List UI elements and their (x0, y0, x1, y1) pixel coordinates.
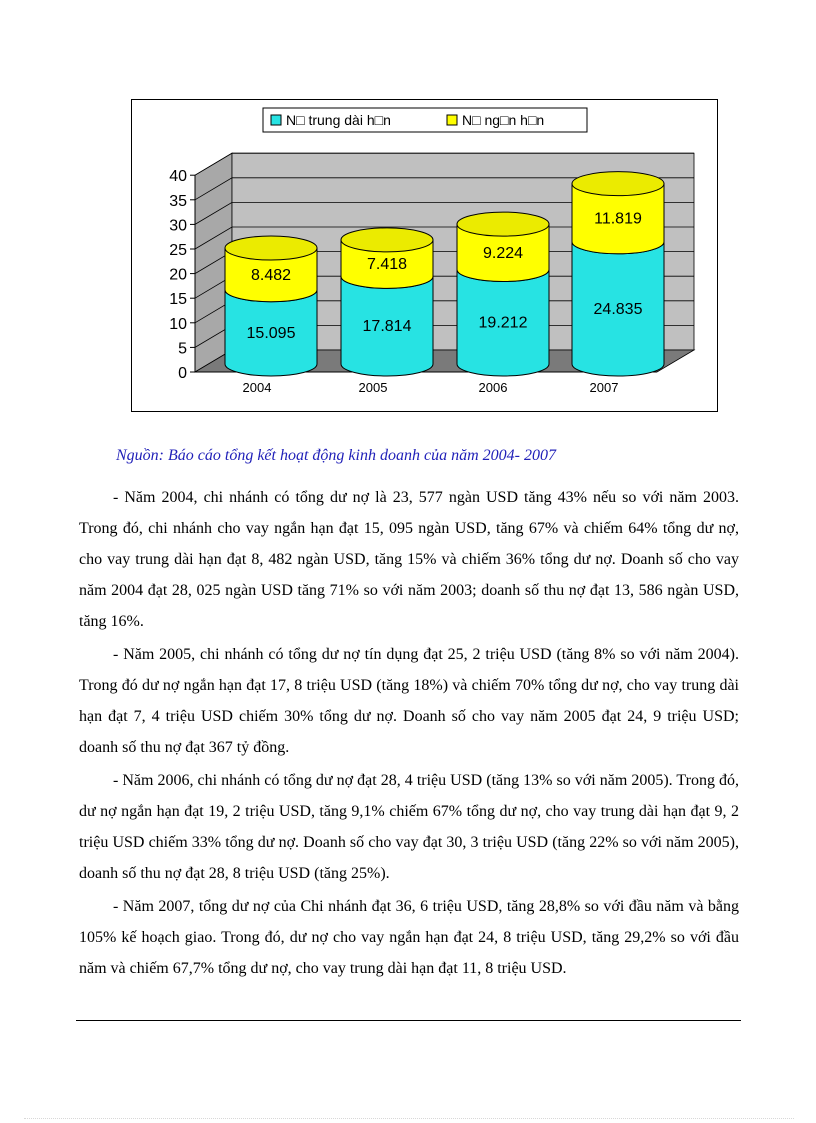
y-tick-label: 5 (178, 340, 187, 358)
footer-rule (76, 1020, 741, 1021)
x-tick-label: 2007 (589, 380, 619, 395)
data-label: 11.819 (594, 210, 642, 228)
y-tick-label: 25 (169, 242, 187, 259)
y-tick-label: 0 (178, 365, 187, 382)
chart-canvas (132, 100, 719, 413)
y-tick-label: 35 (169, 192, 187, 210)
cylinder-segment (341, 228, 433, 288)
source-note: Nguồn: Báo cáo tổng kết hoạt động kinh doanh của năm 2004- 2007 (116, 447, 556, 464)
legend-entry: N□ ng□n h□n (462, 112, 545, 128)
page-edge-dots (24, 1118, 794, 1119)
data-label: 15.095 (246, 324, 296, 342)
data-label: 8.482 (250, 266, 292, 284)
legend-entry: N□ trung dài h□n (286, 112, 391, 128)
paragraph-2006: - Năm 2006, chi nhánh có tổng dư nợ đạt 28, 4 triệu USD (tăng 13% so với năm 2005). Trong đó, dư nợ ngắn hạn đạt 19, 2 triệu USD, tăng 9,1% chiếm 67% tổng dư nợ, cho vay trung dài hạn đạt 9, 2 triệu USD chiếm 33% tổng dư nợ. Doanh số cho vay đạt 30, 3 triệu USD (tăng 22% so với năm 2005), doanh số thu nợ đạt 28, 8 triệu USD (tăng 25%). (79, 772, 739, 882)
cylinder-cap (341, 228, 433, 252)
y-tick-label: 20 (169, 266, 187, 284)
paragraph-2007: - Năm 2007, tổng dư nợ của Chi nhánh đạt 36, 6 triệu USD, tăng 28,8% so với đầu năm và bằng 105% kế hoạch giao. Trong đó, dư nợ cho vay ngắn hạn đạt 24, 8 triệu USD, tăng 29,2% so với đầu năm và chiếm 67,7% tổng dư nợ, cho vay trung dài hạn đạt 11, 8 triệu USD. (79, 898, 739, 977)
y-tick-label: 40 (169, 168, 187, 186)
data-label: 9.224 (482, 244, 524, 262)
cylinder-segment (225, 236, 317, 302)
paragraph-2004: - Năm 2004, chi nhánh có tổng dư nợ là 23, 577 ngàn USD tăng 43% nếu so với năm 2003. Trong đó, chi nhánh cho vay ngắn hạn đạt 15, 095 ngàn USD, tăng 67% và chiếm 64% tổng dư nợ, cho vay trung dài hạn đạt 8, 482 ngàn USD, tăng 15% và chiếm 36% tổng dư nợ. Doanh số cho vay năm 2004 đạt 28, 025 ngàn USD tăng 71% so với năm 2003; doanh số thu nợ đạt 13, 586 ngàn USD, tăng 16%. (79, 489, 739, 630)
cylinder-cap (572, 172, 664, 196)
y-tick-label: 15 (169, 291, 187, 309)
cylinder-segment (572, 172, 664, 254)
paragraph-2005: - Năm 2005, chi nhánh có tổng dư nợ tín dụng đạt 25, 2 triệu USD (tăng 8% so với năm 2004). Trong đó dư nợ ngắn hạn đạt 17, 8 triệu USD (tăng 18%) và chiếm 70% tổng dư nợ, cho vay trung dài hạn đạt 7, 4 triệu USD chiếm 30% tổng dư nợ. Doanh số cho vay năm 2005 đạt 24, 9 triệu USD; doanh số thu nợ đạt 367 tỷ đồng. (79, 646, 739, 756)
x-tick-label: 2004 (242, 380, 272, 395)
y-tick-label: 30 (169, 217, 187, 235)
cylinder-cap (225, 236, 317, 260)
legend-swatch (447, 115, 457, 125)
data-label: 17.814 (362, 318, 412, 336)
stacked-cylinder-chart (131, 99, 718, 412)
x-tick-label: 2006 (478, 380, 508, 395)
cylinder-cap (457, 212, 549, 236)
y-tick-label: 10 (169, 315, 187, 333)
data-label: 7.418 (366, 256, 408, 274)
data-label: 19.212 (478, 314, 528, 332)
legend-swatch (271, 115, 281, 125)
cylinder-segment (457, 212, 549, 281)
data-label: 24.835 (593, 300, 643, 318)
x-tick-label: 2005 (358, 380, 388, 395)
